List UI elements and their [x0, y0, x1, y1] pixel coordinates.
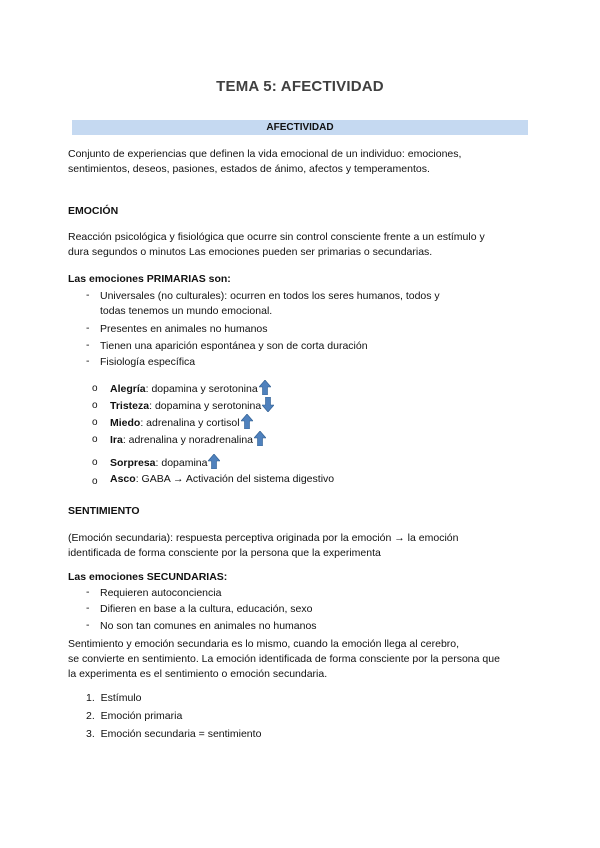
sub-bullet-marker: o [92, 383, 98, 394]
item-number: 2. [86, 710, 95, 722]
list-item [100, 289, 480, 319]
page-title: TEMA 5: AFECTIVIDAD [216, 78, 384, 95]
section-banner: AFECTIVIDAD [72, 120, 528, 135]
sentimiento-definition [68, 531, 538, 561]
emotion-item-tristeza [110, 397, 274, 415]
emotion-detail: : dopamina y serotonina [149, 399, 262, 412]
emotion-item-miedo [110, 414, 253, 432]
bullet-marker: - [86, 619, 90, 631]
arrow-up-icon [208, 454, 220, 472]
item-number: 3. [86, 728, 95, 740]
bullet-marker: - [86, 322, 90, 334]
emotion-detail: : dopamina [155, 456, 208, 469]
emotion-item-alegria [110, 380, 271, 398]
summary-line: Sentimiento y emoción secundaria es lo mismo, cuando la emoción llega al cerebro, [68, 638, 460, 650]
emotion-name: Tristeza [110, 399, 150, 412]
arrow-up-icon [259, 380, 271, 398]
emotion-name: Alegría [110, 382, 146, 395]
list-item-line: todas tenemos un mundo emocional. [100, 305, 273, 317]
emotion-detail: : adrenalina y noradrenalina [122, 433, 254, 446]
list-item: Fisiología específica [100, 356, 196, 368]
bullet-marker: - [86, 586, 90, 598]
sub-bullet-marker: o [92, 400, 98, 411]
list-item: Requieren autoconciencia [100, 587, 222, 599]
sub-bullet-marker: o [92, 417, 98, 428]
list-item: Tienen una aparición espontánea y son de corta duración [100, 340, 368, 352]
sentimiento-heading: SENTIMIENTO [68, 505, 140, 517]
item-number: 1. [86, 692, 95, 704]
list-item: Difieren en base a la cultura, educación, sexo [100, 603, 313, 615]
item-label: Estímulo [100, 692, 142, 704]
arrow-down-icon [262, 397, 274, 415]
emotion-detail: : GABA → Activación del sistema digestivo [135, 473, 335, 485]
emotion-item-asco [110, 473, 334, 485]
emotion-name: Ira [110, 433, 123, 446]
definition-line: dura segundos o minutos Las emociones pueden ser primarias o secundarias. [68, 246, 433, 258]
intro-paragraph [68, 147, 538, 177]
primarias-heading: Las emociones PRIMARIAS son: [68, 273, 231, 285]
numbered-item [86, 728, 261, 740]
summary-line: se convierte en sentimiento. La emoción identificada de forma consciente por la persona que [68, 653, 500, 665]
bullet-marker: - [86, 355, 90, 367]
intro-line: Conjunto de experiencias que definen la vida emocional de un individuo: emociones, [68, 148, 462, 160]
secundarias-heading: Las emociones SECUNDARIAS: [68, 571, 228, 583]
bullet-marker: - [86, 602, 90, 614]
summary-line: la experimenta es el sentimiento o emoción secundaria. [68, 668, 328, 680]
bullet-marker: - [86, 339, 90, 351]
arrow-up-icon [241, 414, 253, 432]
list-item: Presentes en animales no humanos [100, 323, 268, 335]
summary-paragraph [68, 637, 538, 682]
emotion-detail: : dopamina y serotonina [145, 382, 258, 395]
sub-bullet-marker: o [92, 457, 98, 468]
numbered-item [86, 692, 141, 704]
definition-line: (Emoción secundaria): respuesta perceptiva originada por la emoción → la emoción [68, 532, 459, 544]
emocion-definition [68, 230, 538, 260]
bullet-marker: - [86, 289, 90, 301]
definition-line: Reacción psicológica y fisiológica que ocurre sin control consciente frente a un estímulo y [68, 231, 485, 243]
arrow-up-icon [254, 431, 266, 449]
intro-line: sentimientos, deseos, pasiones, estados de ánimo, afectos y temperamentos. [68, 163, 430, 175]
emocion-heading: EMOCIÓN [68, 205, 119, 217]
sub-bullet-marker: o [92, 434, 98, 445]
emotion-item-ira [110, 431, 266, 449]
emotion-name: Asco [110, 473, 136, 485]
item-label: Emoción primaria [100, 710, 183, 722]
list-item: No son tan comunes en animales no humanos [100, 620, 317, 632]
item-label: Emoción secundaria = sentimiento [100, 728, 262, 740]
definition-line: identificada de forma consciente por la persona que la experimenta [68, 547, 381, 559]
emotion-detail: : adrenalina y cortisol [140, 416, 240, 429]
emotion-name: Sorpresa [110, 456, 156, 469]
emotion-name: Miedo [110, 416, 141, 429]
list-item-line: Universales (no culturales): ocurren en todos los seres humanos, todos y [100, 290, 440, 302]
emotion-item-sorpresa [110, 454, 220, 472]
numbered-item [86, 710, 182, 722]
sub-bullet-marker: o [92, 476, 98, 487]
